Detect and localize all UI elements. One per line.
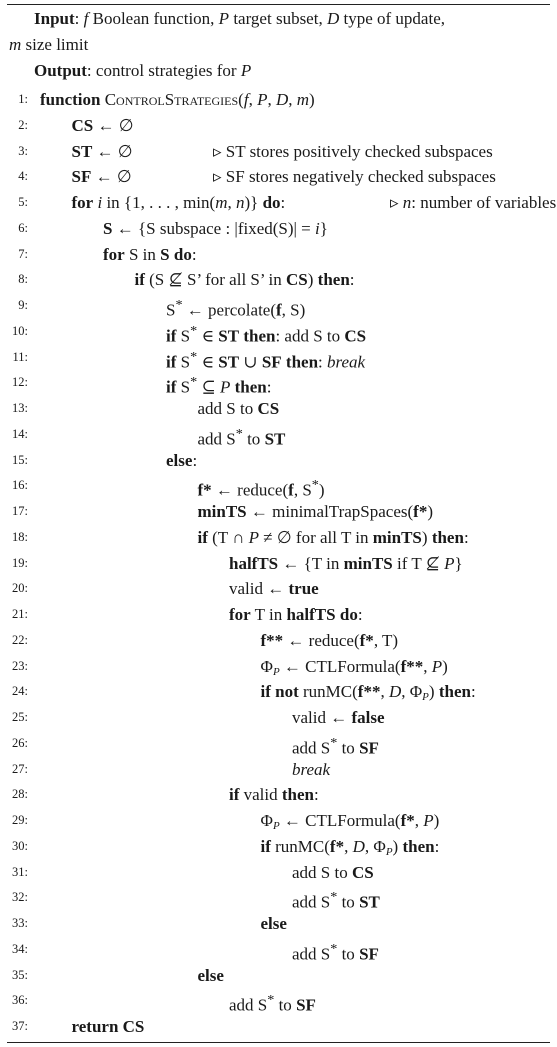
line-code: add S* to SF <box>292 940 379 964</box>
line-number: 17: <box>12 504 28 518</box>
algorithm-line <box>0 87 557 113</box>
line-code: add S* to ST <box>197 425 286 449</box>
line-number: 24: <box>12 684 28 699</box>
algorithm-line <box>0 988 557 1014</box>
algorithm-line <box>0 963 557 989</box>
line-comment: ▹ n: number of variables <box>390 193 557 212</box>
line-number: 37: <box>12 1019 28 1033</box>
output-text: : control strategies for P <box>86 61 252 80</box>
algorithm-line <box>0 937 557 963</box>
algorithm-line <box>0 448 557 474</box>
line-code: S* ← percolate(f, S) <box>166 297 306 320</box>
line-code: if S* ∈ ST ∪ SF then: break <box>166 348 366 372</box>
algorithm-line <box>0 628 557 654</box>
line-code: add S to CS <box>197 399 280 418</box>
line-number: 23: <box>12 658 28 673</box>
algorithm-line <box>0 473 557 499</box>
algorithm-line <box>0 422 557 448</box>
line-number: 35: <box>12 967 28 982</box>
line-code: add S to CS <box>292 862 374 882</box>
output-line <box>34 58 551 84</box>
line-code: if not runMC(f**, D, $\Phi_P$) then: <box>260 682 476 704</box>
line-code: if valid then: <box>229 785 319 805</box>
line-number: 18: <box>12 529 28 544</box>
algorithm-line <box>0 654 557 680</box>
line-number: 21: <box>12 607 28 621</box>
line-code: S ← {S subspace : |fixed(S)| = i} <box>103 218 328 238</box>
line-code: ST ← ∅ <box>71 141 133 161</box>
line-number: 9: <box>18 298 28 312</box>
line-number: 33: <box>12 916 28 930</box>
line-code: if (T ∩ P ≠ ∅ for all T in minTS) then: <box>197 527 469 547</box>
line-code: if (S ⊈ S’ for all S’ in CS) then: <box>134 270 355 290</box>
line-number: 27: <box>12 761 28 776</box>
line-number: 30: <box>12 838 28 853</box>
line-code: $\Phi_P$ ← CTLFormula(f**, P) <box>260 656 448 678</box>
line-comment: ▹ SF stores negatively checked subspaces <box>213 167 496 187</box>
line-number: 14: <box>12 426 28 441</box>
line-number: 7: <box>18 246 28 261</box>
line-code: add S* to SF <box>229 992 316 1015</box>
line-code: CS ← ∅ <box>71 115 134 135</box>
algorithm-line <box>0 602 557 628</box>
line-number: 31: <box>12 864 28 879</box>
algorithm-line <box>0 293 557 319</box>
line-code: add S* to SF <box>292 734 379 758</box>
line-number: 34: <box>12 941 28 956</box>
line-code: minTS ← minimalTrapSpaces(f*) <box>197 502 434 521</box>
line-code: for i in {1, . . . , min(m, n)} do: <box>71 193 286 212</box>
line-code: else <box>260 914 287 933</box>
algorithm-line <box>0 911 557 937</box>
algorithm-line <box>0 345 557 371</box>
input-text-2: m size limit <box>9 35 89 54</box>
algorithm-line <box>0 139 557 165</box>
algorithm-line <box>0 1014 557 1040</box>
algorithm-line <box>0 834 557 860</box>
algorithm-line <box>0 808 557 834</box>
line-code: SF ← ∅ <box>71 167 132 187</box>
line-number: 25: <box>12 710 28 724</box>
line-code: break <box>292 759 331 779</box>
line-number: 8: <box>18 272 28 287</box>
algorithm-line <box>0 782 557 808</box>
algorithm-line <box>0 319 557 345</box>
input-line <box>34 6 551 32</box>
line-code: if runMC(f*, D, $\Phi_P$) then: <box>260 836 440 858</box>
line-code: valid ← true <box>229 579 319 599</box>
line-number: 12: <box>12 375 28 390</box>
bottom-rule <box>7 1042 550 1043</box>
algorithm-line <box>0 242 557 268</box>
algorithm-line <box>0 370 557 396</box>
algorithm-line <box>0 190 557 216</box>
line-number: 3: <box>18 143 28 158</box>
line-number: 4: <box>18 169 28 184</box>
input-label: Input <box>34 9 75 28</box>
line-number: 36: <box>12 993 28 1008</box>
line-code: halfTS ← {T in minTS if T ⊈ P} <box>229 553 463 573</box>
algorithm-line <box>0 705 557 731</box>
line-code: valid ← false <box>292 708 385 727</box>
line-code: return CS <box>71 1017 145 1036</box>
line-number: 20: <box>12 581 28 596</box>
algorithm-line <box>0 499 557 525</box>
line-number: 13: <box>12 401 28 415</box>
algorithm-line <box>0 113 557 139</box>
line-number: 10: <box>12 323 28 338</box>
line-code: if S* ∈ ST then: add S to CS <box>166 322 367 346</box>
line-number: 16: <box>12 478 28 493</box>
line-number: 2: <box>18 117 28 132</box>
algorithm-line <box>0 731 557 757</box>
line-number: 11: <box>12 349 28 364</box>
line-number: 29: <box>12 813 28 827</box>
line-number: 19: <box>12 555 28 570</box>
algorithm-line <box>0 525 557 551</box>
line-code: for S in S do: <box>103 244 197 264</box>
algorithm-line <box>0 216 557 242</box>
line-number: 32: <box>12 890 28 905</box>
line-comment: ▹ ST stores positively checked subspaces <box>213 141 493 161</box>
line-code: if S* ⊆ P then: <box>166 374 272 397</box>
top-rule <box>7 4 550 5</box>
algorithm-line <box>0 396 557 422</box>
line-code: f** ← reduce(f*, T) <box>260 630 399 650</box>
algorithm-line <box>0 267 557 293</box>
line-number: 22: <box>12 632 28 647</box>
line-number: 26: <box>12 735 28 750</box>
line-code: else: <box>166 450 198 470</box>
line-number: 5: <box>18 195 28 209</box>
line-code: f* ← reduce(f, S*) <box>197 477 325 500</box>
line-number: 15: <box>12 452 28 467</box>
line-code: add S* to ST <box>292 889 380 912</box>
algorithm-line <box>0 757 557 783</box>
line-code: function ControlStrategies(f, P, D, m) <box>40 90 315 109</box>
line-number: 28: <box>12 787 28 802</box>
algorithm-line <box>0 164 557 190</box>
line-number: 6: <box>18 220 28 235</box>
line-number: 1: <box>18 92 28 106</box>
line-code: for T in halfTS do: <box>229 605 363 624</box>
output-label: Output <box>34 61 87 80</box>
algorithm-line <box>0 885 557 911</box>
algorithm-line <box>0 576 557 602</box>
input-line-cont <box>9 32 551 58</box>
algorithm-line <box>0 679 557 705</box>
input-text-1: : f Boolean function, P target subset, D type of update, <box>74 9 445 28</box>
algorithm-line <box>0 551 557 577</box>
line-code: else <box>197 965 224 985</box>
algorithm-line <box>0 860 557 886</box>
line-code: $\Phi_P$ ← CTLFormula(f*, P) <box>260 811 440 832</box>
